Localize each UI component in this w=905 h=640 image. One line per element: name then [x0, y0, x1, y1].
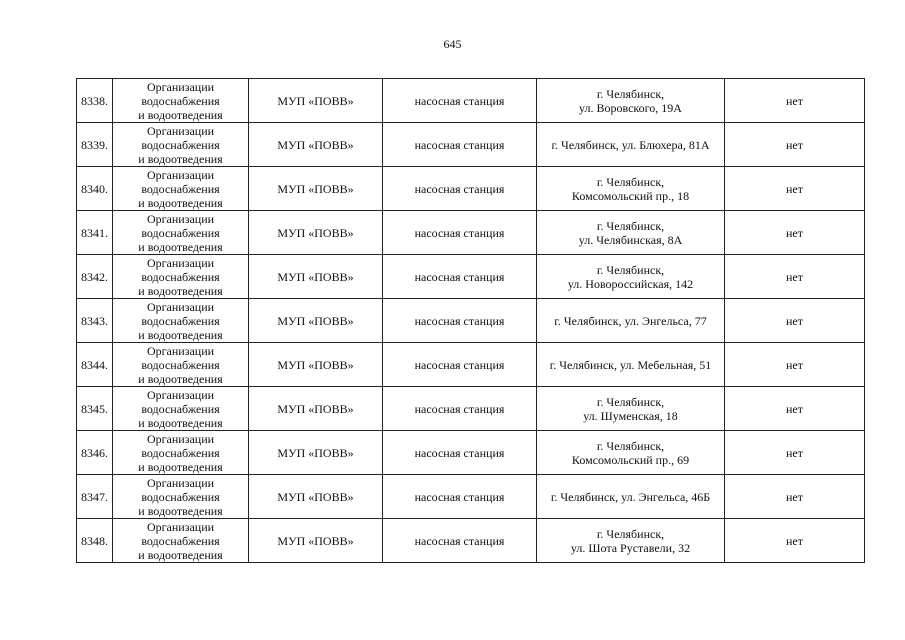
organization-category-line: и водоотведения — [138, 415, 223, 430]
operator-name: МУП «ПОВВ» — [249, 343, 383, 387]
table-row — [77, 431, 865, 475]
operator-name: МУП «ПОВВ» — [249, 167, 383, 211]
facility-address-line: г. Челябинск, ул. Мебельная, 51 — [549, 357, 712, 372]
facility-address-line: г. Челябинск, — [596, 174, 665, 189]
organization-category — [113, 343, 249, 387]
facility-address-line: г. Челябинск, ул. Энгельса, 77 — [554, 313, 707, 328]
organization-category-line: водоснабжения — [141, 93, 220, 108]
status-value: нет — [725, 255, 865, 299]
status-value: нет — [725, 167, 865, 211]
status-value: нет — [725, 123, 865, 167]
organization-category-line: и водоотведения — [138, 239, 223, 254]
status-value: нет — [725, 79, 865, 123]
table-row — [77, 123, 865, 167]
organization-category-line: Организации — [146, 299, 215, 314]
organization-category-line: Организации — [146, 255, 215, 270]
table-row — [77, 79, 865, 123]
registry-table — [76, 78, 865, 563]
facility-address-line: ул. Новороссийская, 142 — [567, 276, 694, 291]
facility-address-line: ул. Шуменская, 18 — [583, 408, 678, 423]
organization-category-line: Организации — [146, 343, 215, 358]
facility-address-line: г. Челябинск, — [596, 218, 665, 233]
facility-address — [537, 475, 725, 519]
organization-category-line: и водоотведения — [138, 107, 223, 122]
organization-category-line: водоснабжения — [141, 357, 220, 372]
organization-category — [113, 123, 249, 167]
status-value: нет — [725, 387, 865, 431]
operator-name: МУП «ПОВВ» — [249, 123, 383, 167]
organization-category-line: водоснабжения — [141, 489, 220, 504]
status-value: нет — [725, 431, 865, 475]
organization-category — [113, 431, 249, 475]
facility-type: насосная станция — [383, 431, 537, 475]
organization-category-line: и водоотведения — [138, 547, 223, 562]
facility-address-line: г. Челябинск, ул. Энгельса, 46Б — [550, 489, 711, 504]
row-number: 8338. — [77, 79, 113, 123]
facility-address-line: г. Челябинск, — [596, 526, 665, 541]
organization-category — [113, 387, 249, 431]
organization-category — [113, 519, 249, 563]
facility-address — [537, 255, 725, 299]
row-number: 8341. — [77, 211, 113, 255]
organization-category-line: и водоотведения — [138, 459, 223, 474]
organization-category-line: водоснабжения — [141, 225, 220, 240]
operator-name: МУП «ПОВВ» — [249, 475, 383, 519]
table-row — [77, 255, 865, 299]
organization-category-line: водоснабжения — [141, 137, 220, 152]
facility-address-line: г. Челябинск, — [596, 262, 665, 277]
table-row — [77, 519, 865, 563]
facility-address — [537, 167, 725, 211]
facility-type: насосная станция — [383, 475, 537, 519]
status-value: нет — [725, 343, 865, 387]
facility-type: насосная станция — [383, 123, 537, 167]
table-row — [77, 343, 865, 387]
status-value: нет — [725, 519, 865, 563]
organization-category-line: и водоотведения — [138, 503, 223, 518]
organization-category-line: Организации — [146, 475, 215, 490]
facility-address — [537, 519, 725, 563]
organization-category-line: и водоотведения — [138, 195, 223, 210]
facility-type: насосная станция — [383, 255, 537, 299]
operator-name: МУП «ПОВВ» — [249, 79, 383, 123]
facility-type: насосная станция — [383, 167, 537, 211]
table-row — [77, 475, 865, 519]
organization-category — [113, 475, 249, 519]
registry-table-body — [77, 79, 865, 563]
organization-category-line: Организации — [146, 431, 215, 446]
row-number: 8342. — [77, 255, 113, 299]
row-number: 8339. — [77, 123, 113, 167]
status-value: нет — [725, 475, 865, 519]
organization-category-line: водоснабжения — [141, 181, 220, 196]
facility-address — [537, 123, 725, 167]
organization-category — [113, 211, 249, 255]
facility-address — [537, 79, 725, 123]
organization-category — [113, 255, 249, 299]
organization-category-line: водоснабжения — [141, 313, 220, 328]
facility-address-line: ул. Челябинская, 8А — [578, 232, 683, 247]
table-row — [77, 167, 865, 211]
organization-category-line: водоснабжения — [141, 401, 220, 416]
facility-address-line: г. Челябинск, — [596, 394, 665, 409]
row-number: 8340. — [77, 167, 113, 211]
organization-category-line: Организации — [146, 79, 215, 94]
organization-category-line: Организации — [146, 211, 215, 226]
facility-address — [537, 211, 725, 255]
facility-address — [537, 387, 725, 431]
facility-address-line: г. Челябинск, — [596, 438, 665, 453]
facility-address-line: г. Челябинск, ул. Блюхера, 81А — [551, 137, 710, 152]
row-number: 8345. — [77, 387, 113, 431]
page-number: 645 — [443, 37, 462, 51]
facility-type: насосная станция — [383, 343, 537, 387]
row-number: 8348. — [77, 519, 113, 563]
facility-address-line: Комсомольский пр., 18 — [571, 188, 690, 203]
organization-category-line: Организации — [146, 167, 215, 182]
facility-address — [537, 299, 725, 343]
organization-category-line: водоснабжения — [141, 445, 220, 460]
operator-name: МУП «ПОВВ» — [249, 519, 383, 563]
facility-address — [537, 343, 725, 387]
organization-category-line: Организации — [146, 387, 215, 402]
operator-name: МУП «ПОВВ» — [249, 211, 383, 255]
organization-category-line: Организации — [146, 123, 215, 138]
organization-category-line: и водоотведения — [138, 151, 223, 166]
facility-type: насосная станция — [383, 211, 537, 255]
row-number: 8346. — [77, 431, 113, 475]
facility-type: насосная станция — [383, 79, 537, 123]
facility-type: насосная станция — [383, 387, 537, 431]
row-number: 8347. — [77, 475, 113, 519]
facility-type: насосная станция — [383, 299, 537, 343]
facility-type: насосная станция — [383, 519, 537, 563]
organization-category-line: и водоотведения — [138, 283, 223, 298]
facility-address-line: ул. Воровского, 19А — [579, 100, 682, 115]
operator-name: МУП «ПОВВ» — [249, 431, 383, 475]
facility-address-line: ул. Шота Руставели, 32 — [570, 540, 691, 555]
operator-name: МУП «ПОВВ» — [249, 299, 383, 343]
organization-category — [113, 299, 249, 343]
status-value: нет — [725, 299, 865, 343]
organization-category — [113, 167, 249, 211]
operator-name: МУП «ПОВВ» — [249, 387, 383, 431]
table-row — [77, 211, 865, 255]
organization-category — [113, 79, 249, 123]
row-number: 8344. — [77, 343, 113, 387]
table-row — [77, 387, 865, 431]
organization-category-line: водоснабжения — [141, 269, 220, 284]
table-row — [77, 299, 865, 343]
organization-category-line: и водоотведения — [138, 327, 223, 342]
organization-category-line: водоснабжения — [141, 533, 220, 548]
row-number: 8343. — [77, 299, 113, 343]
facility-address-line: г. Челябинск, — [596, 86, 665, 101]
organization-category-line: Организации — [146, 519, 215, 534]
organization-category-line: и водоотведения — [138, 371, 223, 386]
facility-address — [537, 431, 725, 475]
operator-name: МУП «ПОВВ» — [249, 255, 383, 299]
status-value: нет — [725, 211, 865, 255]
facility-address-line: Комсомольский пр., 69 — [571, 452, 690, 467]
